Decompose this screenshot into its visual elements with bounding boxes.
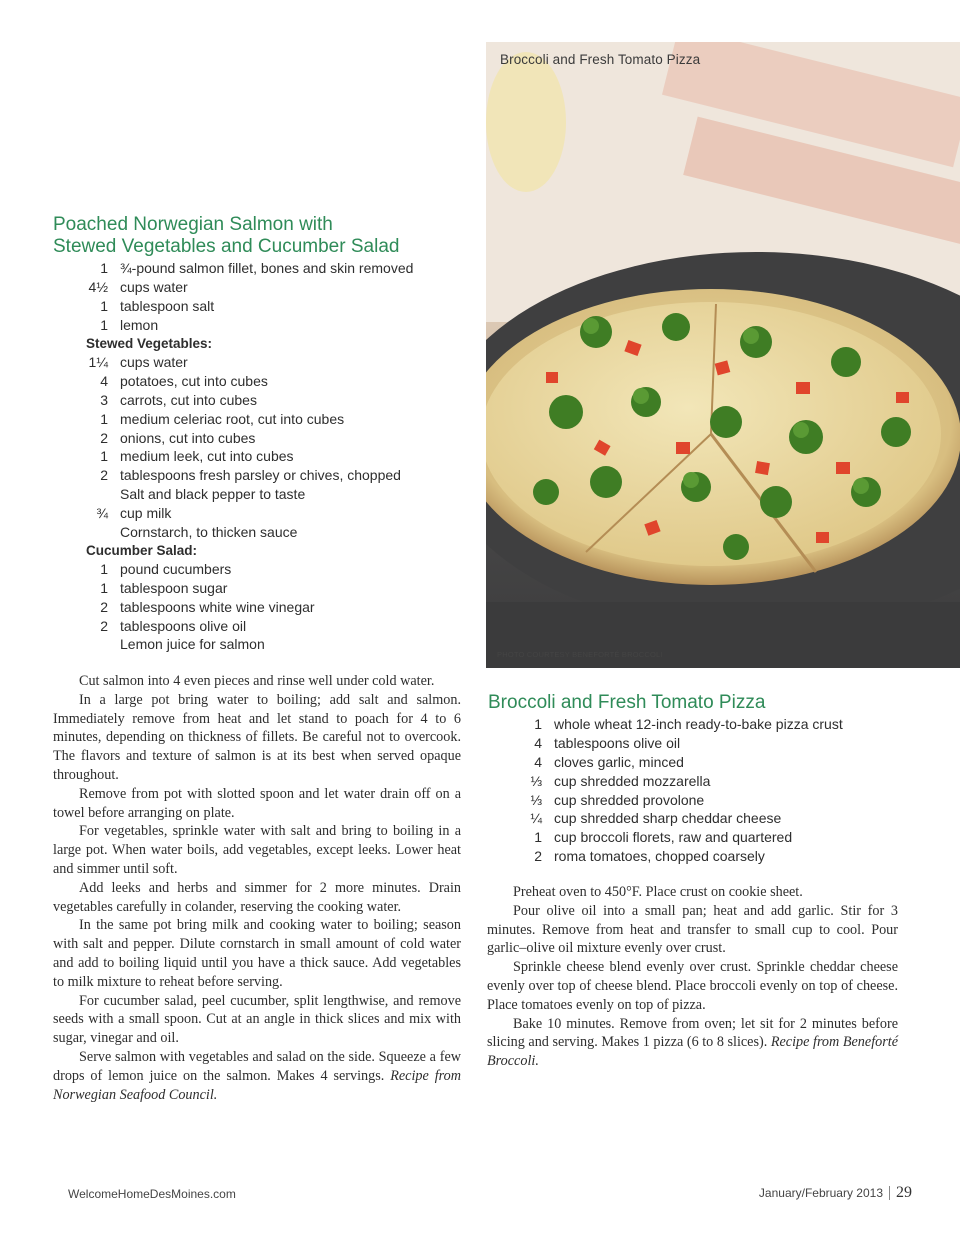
instruction-paragraph: In the same pot bring milk and cooking water to boiling; season with salt and pepper. Dilute cornstarch in small amount of cold water and add to boiling liquid until you have a thick sauce. Add vegetables to milk mixture to reheat before serving. [53, 917, 461, 990]
instruction-paragraph-last [487, 1015, 898, 1071]
ingredient-row [86, 560, 413, 579]
ingredient-list-salmon [86, 259, 413, 654]
footer-website: WelcomeHomeDesMoines.com [68, 1187, 236, 1201]
section-heading-cucumber: Cucumber Salad: [86, 542, 198, 558]
ingredient-item: roma tomatoes, chopped coarsely [554, 847, 765, 864]
recipe-title-salmon [53, 214, 399, 258]
ingredient-row [86, 391, 413, 410]
ingredient-item: cups water [120, 354, 188, 371]
ingredient-row [86, 315, 413, 334]
photo-caption: Broccoli and Fresh Tomato Pizza [500, 52, 701, 67]
ingredient-row [86, 297, 413, 316]
ingredient-item: tablespoons fresh parsley or chives, chopped [120, 467, 401, 484]
ingredient-row [86, 278, 413, 297]
ingredient-quantity: 4 [100, 373, 108, 390]
ingredient-row [86, 428, 413, 447]
ingredient-item: cups water [120, 279, 188, 296]
instruction-paragraph: Pour olive oil into a small pan; heat and add garlic. Stir for 3 minutes. Remove from heat and transfer to small cup to cool. Pour garlic–olive oil mixture evenly over crust. [487, 902, 898, 957]
recipe-title-pizza: Broccoli and Fresh Tomato Pizza [488, 692, 766, 713]
ingredient-row [520, 715, 843, 734]
ingredient-row [86, 485, 413, 504]
ingredient-item: lemon [120, 316, 159, 333]
pizza-photo [486, 42, 960, 668]
instruction-paragraph: For vegetables, sprinkle water with salt and bring to boiling in a large pot. When water boils, add vegetables, except leeks. Lower heat and simmer until soft. [53, 823, 461, 877]
instruction-paragraph: Preheat oven to 450°F. Place crust on cookie sheet. [513, 884, 803, 900]
ingredient-quantity: 3 [100, 391, 108, 408]
ingredient-row [86, 597, 413, 616]
ingredient-row [520, 753, 843, 772]
ingredient-row [520, 828, 843, 847]
ingredient-item: cup shredded mozzarella [554, 772, 711, 789]
instruction-text: Bake 10 minutes. Remove from oven; let sit for 2 minutes before slicing and serving. Makes 1 pizza (6 to 8 slices). [487, 1015, 898, 1051]
ingredient-item: Lemon juice for salmon [120, 636, 265, 653]
section-heading-stewed: Stewed Vegetables: [86, 336, 213, 352]
ingredient-row [86, 635, 413, 654]
ingredient-item: cup shredded provolone [554, 791, 705, 808]
instruction-text: Serve salmon with vegetables and salad on the side. Squeeze a few drops of lemon juice on the salmon. Makes 4 servings. [53, 1048, 461, 1084]
ingredient-item: tablespoons white wine vinegar [120, 598, 315, 615]
page-number: 29 [896, 1184, 912, 1201]
ingredient-row [520, 790, 843, 809]
ingredient-quantity: 4 [534, 753, 542, 770]
ingredient-quantity: 1 [100, 316, 108, 333]
footer-page-info [759, 1184, 912, 1202]
ingredient-quantity: 2 [100, 429, 108, 446]
instruction-paragraph: Add leeks and herbs and simmer for 2 more minutes. Drain vegetables carefully in colander, reserving the cooking water. [53, 879, 461, 915]
instructions-salmon [53, 672, 461, 1104]
ingredient-item: carrots, cut into cubes [120, 391, 257, 408]
ingredient-item: tablespoons olive oil [120, 617, 247, 634]
ingredient-quantity: 1 [100, 448, 108, 465]
instruction-paragraph-last [53, 1048, 461, 1104]
ingredient-row [86, 372, 413, 391]
recipe-title-line-1: Poached Norwegian Salmon with [53, 214, 333, 235]
recipe-credit: Recipe from Beneforté Broccoli. [487, 1034, 898, 1070]
ingredient-item: pound cucumbers [120, 561, 232, 578]
ingredient-row [86, 409, 413, 428]
ingredient-row [86, 259, 413, 278]
ingredient-item: tablespoon sugar [120, 579, 228, 596]
ingredient-quantity: 1 [534, 829, 542, 846]
ingredient-row [520, 771, 843, 790]
ingredient-item: Cornstarch, to thicken sauce [120, 523, 298, 540]
recipe-title-line-2: Stewed Vegetables and Cucumber Salad [53, 236, 400, 257]
ingredient-item: cup shredded sharp cheddar cheese [554, 810, 782, 827]
photo-credit: PHOTO COURTESY BENEFORTÉ BROCCOLI [497, 650, 663, 659]
ingredient-row [86, 503, 413, 522]
ingredient-item: medium celeriac root, cut into cubes [120, 410, 345, 427]
ingredient-quantity: 1 [100, 561, 108, 578]
ingredient-item: onions, cut into cubes [120, 429, 256, 446]
ingredient-item: tablespoon salt [120, 297, 215, 314]
ingredient-item: ¾-pound salmon fillet, bones and skin removed [120, 260, 414, 277]
ingredient-item: tablespoons olive oil [554, 735, 681, 752]
ingredient-row [86, 616, 413, 635]
ingredient-quantity: 4½ [88, 279, 108, 296]
ingredient-quantity: ¼ [530, 810, 542, 827]
ingredient-item: cup milk [120, 504, 172, 521]
ingredient-quantity: 4 [534, 735, 542, 752]
footer-date: January/February 2013 [758, 1186, 883, 1200]
ingredient-item: medium leek, cut into cubes [120, 448, 294, 465]
ingredient-quantity: 2 [100, 598, 108, 615]
ingredient-item: potatoes, cut into cubes [120, 373, 268, 390]
instructions-pizza [487, 883, 898, 1071]
ingredient-item: cloves garlic, minced [554, 753, 684, 770]
ingredient-quantity: 1 [100, 579, 108, 596]
instruction-paragraph: For cucumber salad, peel cucumber, split lengthwise, and remove seeds with a small spoon. Cut at an angle in thick slices and mix with sugar, vinegar and oil. [53, 992, 461, 1047]
ingredient-quantity: ¾ [96, 504, 108, 521]
instruction-paragraph: Cut salmon into 4 even pieces and rinse well under cold water. [79, 673, 435, 689]
ingredient-row [520, 847, 843, 866]
ingredient-row [86, 579, 413, 598]
recipe-credit: Recipe from Norwegian Seafood Council. [53, 1067, 461, 1103]
ingredient-row [520, 809, 843, 828]
ingredient-list-pizza [520, 715, 843, 865]
ingredient-quantity: 1 [100, 410, 108, 427]
ingredient-row [86, 466, 413, 485]
ingredient-quantity: 1 [534, 716, 542, 733]
instruction-paragraph: Remove from pot with slotted spoon and let water drain off on a towel before arranging on plate. [53, 785, 461, 821]
ingredient-row [86, 522, 413, 541]
ingredient-quantity: 1¼ [88, 354, 108, 371]
ingredient-quantity: 2 [100, 467, 108, 484]
ingredient-quantity: 2 [100, 617, 108, 634]
ingredient-quantity: 2 [534, 847, 542, 864]
ingredient-item: cup broccoli florets, raw and quartered [554, 829, 793, 846]
ingredient-item: Salt and black pepper to taste [120, 485, 306, 502]
pizza-illustration [486, 42, 960, 668]
ingredient-row [86, 447, 413, 466]
instruction-paragraph: Sprinkle cheese blend evenly over crust. Sprinkle cheddar cheese evenly over top of cheese blend. Place broccoli evenly on top of cheese. Place tomatoes evenly on top of pizza. [487, 959, 898, 1013]
ingredient-quantity: 1 [100, 297, 108, 314]
footer-divider [889, 1186, 890, 1200]
ingredient-row [520, 734, 843, 753]
ingredient-quantity: 1 [100, 260, 108, 277]
instruction-paragraph: In a large pot bring water to boiling; add salt and salmon. Immediately remove from heat and let stand to poach for 4 to 6 minutes, depending on thickness of fillets. Be careful not to overcook. The flavors and texture of salmon is at its best when served opaque throughout. [53, 691, 461, 783]
ingredient-item: whole wheat 12-inch ready-to-bake pizza crust [554, 716, 843, 733]
ingredient-row [86, 353, 413, 372]
ingredient-quantity: ⅓ [530, 772, 542, 789]
ingredient-quantity: ⅓ [530, 791, 542, 808]
